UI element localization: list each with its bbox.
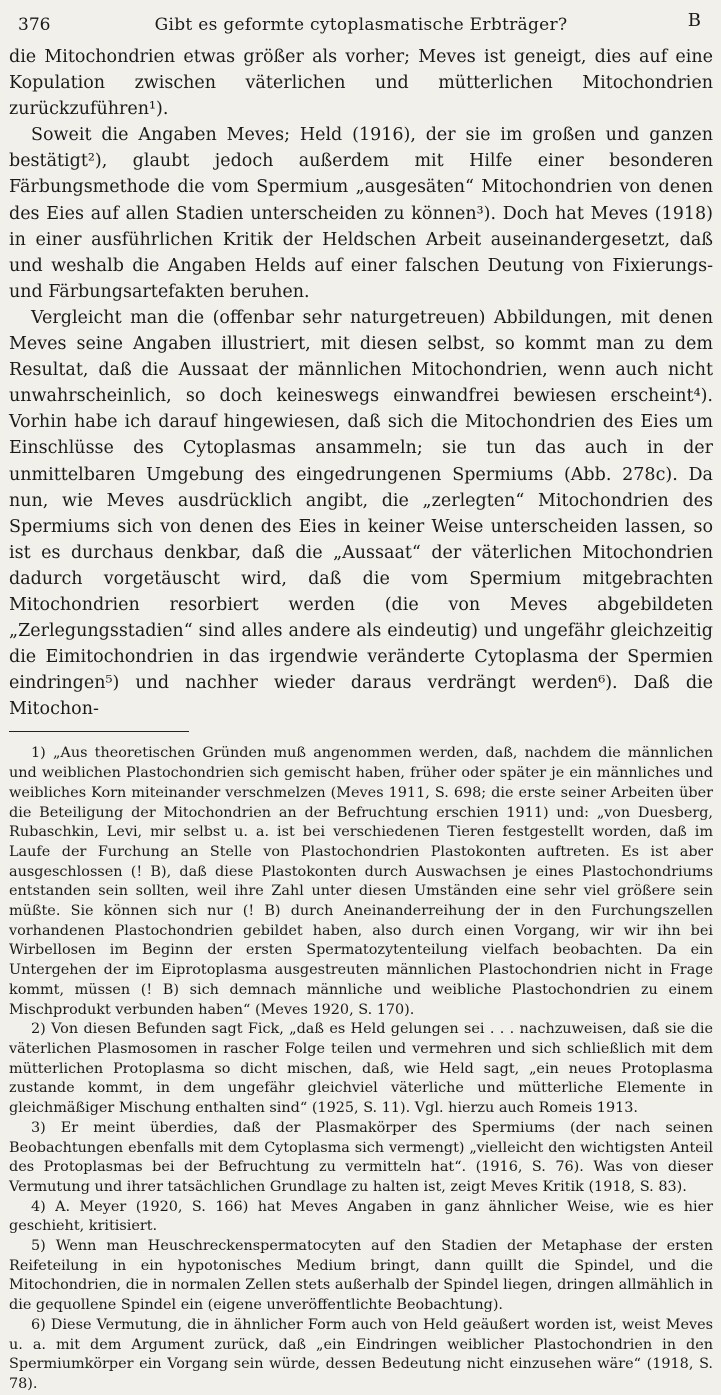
signature-mark: B (687, 10, 701, 31)
page-header (9, 0, 713, 44)
footnote-2: 2) Von diesen Befunden sagt Fick, „daß es Held gelungen sei . . . nachzuweisen, daß sie die väterlichen Plasmosomen in rascher Folge teilen und vermehren und sich schließlich mit dem mütterlichen Protoplasma so dicht mischen, daß, wie Held sagt, „ein neues Protoplasma zustande kommt, in dem ungefähr gleichviel väterliche und mütterliche Elemente in gleichmäßiger Mischung enthalten sind“ (1925, S. 11). Vgl. hierzu auch Romeis 1913. (9, 1021, 713, 1117)
paragraph: die Mitochondrien etwas größer als vorher; Meves ist geneigt, dies auf eine Kopulation zwischen väterlichen und mütterlichen Mitochondrien zurückzuführen¹). (9, 47, 713, 120)
page-number: 376 (18, 15, 51, 35)
paragraph: Vergleicht man die (offenbar sehr naturgetreuen) Abbildungen, mit denen Meves seine Angaben illustriert, mit diesen selbst, so kommt man zu dem Resultat, daß die Aussaat der männlichen Mitochondrien, wenn auch nicht unwahrscheinlich, so doch keineswegs einwandfrei bewiesen erscheint⁴). Vorhin habe ich darauf hingewiesen, daß sich die Mitochondrien des Eies um Einschlüsse des Cytoplasmas ansammeln; sie tun das auch in der unmittelbaren Umgebung des eingedrungenen Spermiums (Abb. 278c). Da nun, wie Meves ausdrücklich angibt, die „zerlegten“ Mitochondrien des Spermiums sich von denen des Eies in keiner Weise unterscheiden lassen, so ist es durchaus denkbar, daß die „Aussaat“ der väterlichen Mitochondrien dadurch vorgetäuscht wird, daß die vom Spermium mitgebrachten Mitochondrien resorbiert werden (die von Meves abgebildeten „Zerlegungsstadien“ sind alles andere als eindeutig) und ungefähr gleichzeitig die Eimitochondrien in das irgendwie veränderte Cytoplasma der Spermien eindringen⁵) und nachher wieder daraus verdrängt werden⁶). Daß die Mitochon- (9, 307, 713, 720)
footnotes (9, 744, 713, 1394)
running-title: Gibt es geformte cytoplasmatische Erbträger? (154, 15, 568, 35)
footnote-1: 1) „Aus theoretischen Gründen muß angenommen werden, daß, nachdem die männlichen und weiblichen Plastochondrien sich gemischt haben, früher oder später je ein männliches und weibliches Korn miteinander verschmelzen (Meves 1911, S. 698; die erste seiner Arbeiten über die Beteiligung der Mitochondrien an der Befruchtung erschien 1911) und: „von Duesberg, Rubaschkin, Levi, mir selbst u. a. ist bei verschiedenen Tieren festgestellt worden, daß im Laufe der Furchung an Stelle von Plastochondrien Plastokonten auftreten. Es ist aber ausgeschlossen (! B), daß diese Plastokonten durch Auswachsen je eines Plastochondriums entstanden sein sollten, weil ihre Zahl unter diesen Umständen eine sehr viel größere sein müßte. Sie können sich nur (! B) durch Aneinanderreihung der in den Furchungszellen vorhandenen Plastochondrien gebildet haben, also durch einen Vorgang, wir wir ihn bei Wirbellosen im Beginn der ersten Spermatozytenteilung vielfach beobachten. Da ein Untergehen der im Eiprotoplasma ausgestreuten männlichen Plastochondrien nicht in Frage kommt, müssen (! B) sich demnach männliche und weibliche Plastochondrien zu einem Mischprodukt verbunden haben“ (Meves 1920, S. 170). (9, 745, 713, 1018)
footnote-divider (9, 731, 189, 732)
footnote-3: 3) Er meint überdies, daß der Plasmakörper des Spermiums (der nach seinen Beobachtungen ebenfalls mit dem Cytoplasma sich vermengt) „vielleicht den wichtigsten Anteil des Protoplasmas bei der Befruchtung zu vermitteln hat“. (1916, S. 76). Was von dieser Vermutung und ihrer tatsächlichen Grundlage zu halten ist, zeigt Meves Kritik (1918, S. 83). (9, 1119, 713, 1195)
main-text (9, 44, 713, 722)
paragraph: Soweit die Angaben Meves; Held (1916), der sie im großen und ganzen bestätigt²), glaubt jedoch außerdem mit Hilfe einer besonderen Färbungsmethode die vom Spermium „ausgesäten“ Mitochondrien von denen des Eies auf allen Stadien unterscheiden zu können³). Doch hat Meves (1918) in einer ausführlichen Kritik der Heldschen Arbeit auseinandergesetzt, daß und weshalb die Angaben Helds auf einer falschen Deutung von Fixierungs- und Färbungsartefakten beruhen. (9, 125, 713, 302)
footnote-6: 6) Diese Vermutung, die in ähnlicher Form auch von Held geäußert worden ist, weist Meves u. a. mit dem Argument zurück, daß „ein Eindringen weiblicher Plastochondrien in den Spermiumkörper ein Vorgang sein würde, dessen Bedeutung nicht einzusehen wäre“ (1918, S. 78). (9, 1316, 713, 1392)
footnote-5: 5) Wenn man Heuschreckenspermatocyten auf den Stadien der Metaphase der ersten Reifeteilung in ein hypotonisches Medium bringt, dann quillt die Spindel, und die Mitochondrien, die in normalen Zellen stets außerhalb der Spindel liegen, dringen allmählich in die gequollene Spindel ein (eigene unveröffentlichte Beobachtung). (9, 1238, 713, 1314)
footnote-4: 4) A. Meyer (1920, S. 166) hat Meves Angaben in ganz ähnlicher Weise, wie es hier geschieht, kritisiert. (9, 1198, 713, 1235)
